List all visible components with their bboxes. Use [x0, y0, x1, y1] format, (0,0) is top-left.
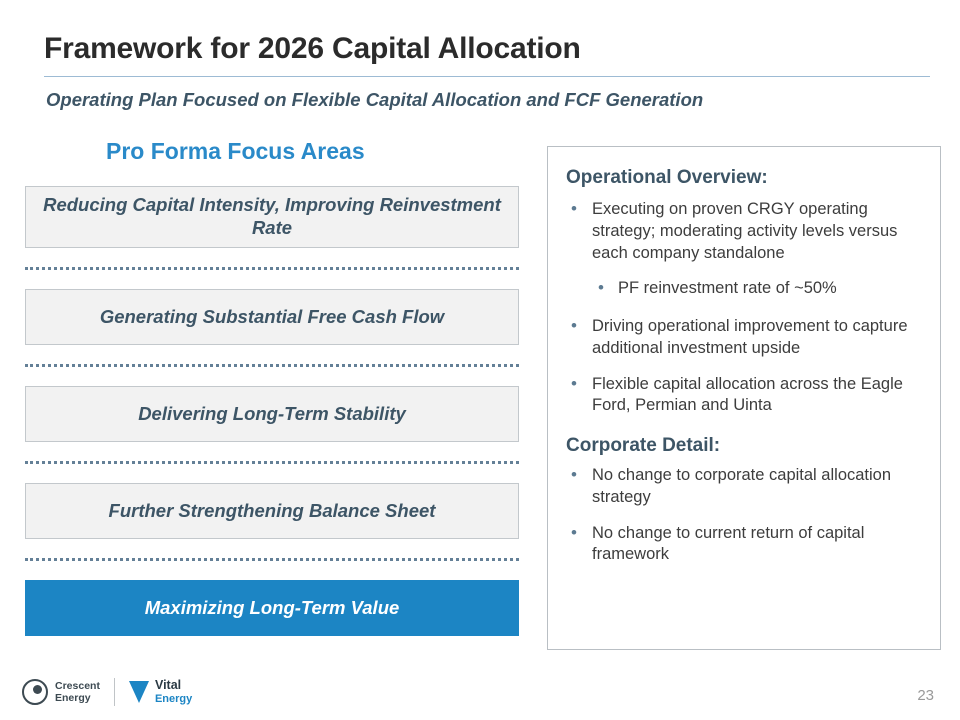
- page-title: Framework for 2026 Capital Allocation: [44, 32, 581, 65]
- logo-divider: [114, 678, 115, 706]
- list-item-sub: • PF reinvestment rate of ~50%: [566, 278, 924, 300]
- crescent-logo-line1: Crescent: [55, 679, 100, 692]
- focus-separator-3: [25, 461, 519, 464]
- crescent-logo-text: [55, 680, 100, 704]
- focus-areas-list: [25, 186, 519, 636]
- vital-logo-line1: Vital: [154, 678, 182, 693]
- list-item: • No change to current return of capital framework: [566, 523, 924, 567]
- focus-areas-heading: Pro Forma Focus Areas: [106, 138, 365, 164]
- details-panel: [547, 146, 941, 650]
- focus-box-5-highlighted: Maximizing Long-Term Value: [25, 580, 519, 636]
- crescent-energy-logo: [22, 679, 100, 705]
- vital-logo-text: [155, 679, 192, 705]
- list-item: • No change to corporate capital allocation strategy: [566, 465, 924, 509]
- list-item: • Executing on proven CRGY operating strategy; moderating activity levels versus each company standalone: [566, 199, 924, 264]
- corporate-detail-list: [566, 465, 924, 566]
- corporate-detail-heading: Corporate Detail:: [566, 435, 721, 457]
- crescent-mark-icon: [22, 679, 48, 705]
- vital-logo-line2: Energy: [154, 692, 193, 705]
- focus-box-2: Generating Substantial Free Cash Flow: [25, 289, 519, 345]
- list-item: • Flexible capital allocation across the Eagle Ford, Permian and Uinta: [566, 374, 924, 418]
- focus-box-4: Further Strengthening Balance Sheet: [25, 483, 519, 539]
- operational-overview-heading: Operational Overview:: [566, 167, 768, 188]
- list-item: • Driving operational improvement to capture additional investment upside: [566, 316, 924, 360]
- vital-energy-logo: [129, 679, 192, 705]
- crescent-logo-line2: Energy: [55, 692, 91, 704]
- focus-box-1: Reducing Capital Intensity, Improving Reinvestment Rate: [25, 186, 519, 248]
- operational-overview-list: [566, 199, 924, 417]
- focus-box-3: Delivering Long-Term Stability: [25, 386, 519, 442]
- footer-logos: [22, 678, 192, 706]
- focus-separator-2: [25, 364, 519, 367]
- page-subtitle: Operating Plan Focused on Flexible Capital Allocation and FCF Generation: [46, 89, 704, 110]
- focus-separator-4: [25, 558, 519, 561]
- vital-triangle-icon: [129, 681, 149, 703]
- focus-separator-1: [25, 267, 519, 270]
- title-divider: [44, 76, 930, 77]
- page-number: 23: [917, 687, 934, 704]
